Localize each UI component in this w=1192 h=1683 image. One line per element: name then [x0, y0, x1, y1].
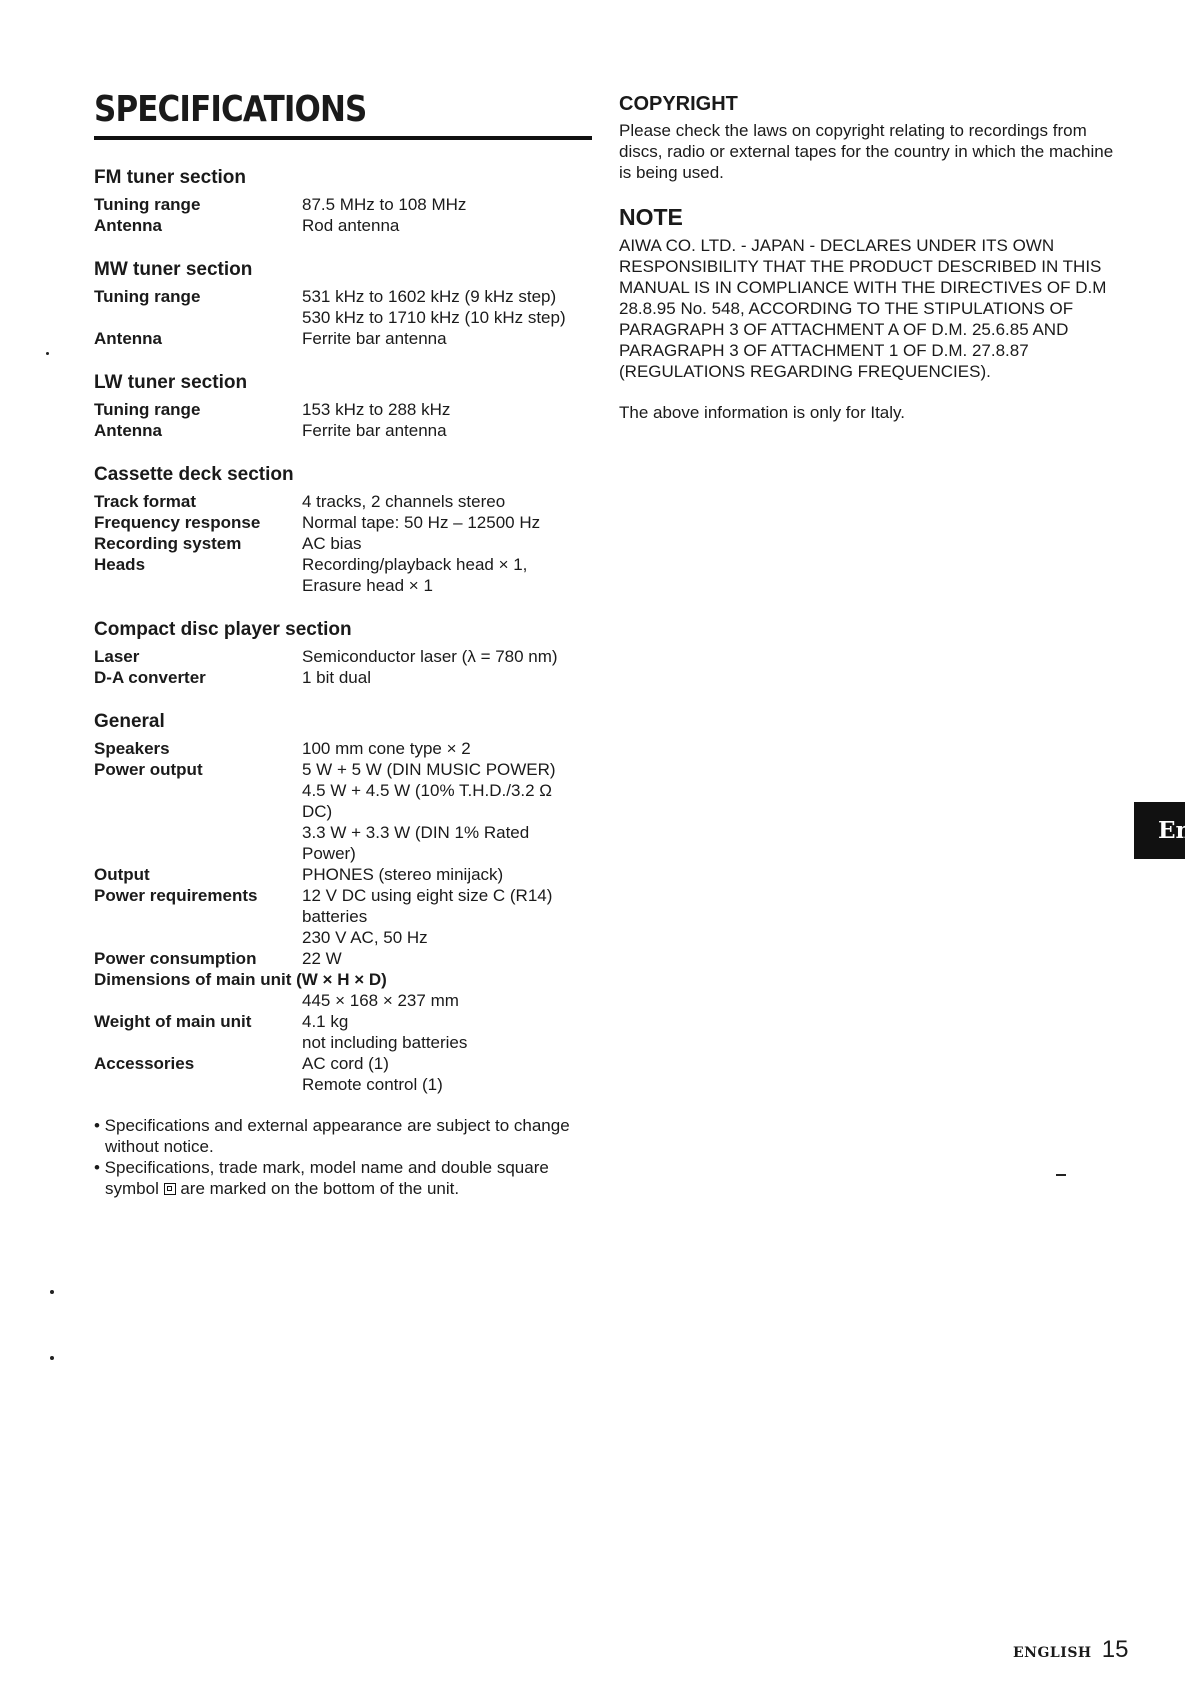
spec-label: Recording system	[94, 534, 242, 553]
spec-value: 445 × 168 × 237 mm	[302, 991, 459, 1010]
section-heading: MW tuner section	[94, 259, 253, 280]
spec-value-lines	[302, 1053, 594, 1095]
note-item	[94, 1157, 594, 1199]
spec-row	[94, 215, 594, 236]
legal-column	[619, 92, 1129, 423]
spec-row	[94, 667, 594, 688]
spec-value: 87.5 MHz to 108 MHz	[302, 195, 467, 214]
note-item: • Specifications and external appearance are subject to change without notice.	[94, 1116, 570, 1156]
spec-value: Rod antenna	[302, 216, 400, 235]
spec-label: Antenna	[94, 329, 162, 348]
specifications-column	[94, 88, 594, 1199]
spec-value-line: Power)	[302, 844, 356, 863]
spec-label: Frequency response	[94, 513, 261, 532]
spec-label: Laser	[94, 647, 140, 666]
spec-value-line: batteries	[302, 907, 368, 926]
spec-value: 153 kHz to 288 kHz	[302, 400, 451, 419]
scan-speck	[46, 352, 49, 355]
spec-value: 1 bit dual	[302, 668, 371, 687]
scan-speck	[50, 1356, 54, 1360]
spec-value: 4 tracks, 2 channels stereo	[302, 492, 506, 511]
spec-label: Power output	[94, 760, 203, 779]
spec-label: D-A converter	[94, 668, 206, 687]
footer-language: ENGLISH	[1013, 1645, 1092, 1661]
spec-value: Semiconductor laser (λ = 780 nm)	[302, 647, 558, 666]
spec-row	[94, 399, 594, 420]
spec-row	[94, 512, 594, 533]
spec-label: Output	[94, 865, 150, 884]
note-heading: NOTE	[619, 204, 683, 230]
spec-value-lines	[302, 759, 594, 864]
section-heading: FM tuner section	[94, 167, 247, 188]
copyright-heading: COPYRIGHT	[619, 93, 738, 115]
spec-value-line: DC)	[302, 802, 333, 821]
spec-value: 100 mm cone type × 2	[302, 739, 471, 758]
spec-label: Tuning range	[94, 195, 201, 214]
spec-row	[94, 491, 594, 512]
spec-label: Tuning range	[94, 287, 201, 306]
note-text: AIWA CO. LTD. - JAPAN - DECLARES UNDER ITS OWN RESPONSIBILITY THAT THE PRODUCT DESCRIBED IN THIS MANUAL IS IN COMPLIANCE WITH THE DIRECTIVES OF D.M 28.8.95 No. 548, ACCORDING TO THE STIPULATIONS OF PARAGRAPH 3 OF ATTACHMENT A OF D.M. 25.6.85 AND PARAGRAPH 3 OF ATTACHMENT 1 OF D.M. 27.8.87 (REGULATIONS REGARDING FREQUENCIES).	[619, 236, 1107, 381]
spec-label: Antenna	[94, 421, 162, 440]
spec-label: Heads	[94, 555, 146, 574]
note-block	[619, 203, 1129, 423]
spec-row	[94, 646, 594, 667]
language-tab	[1134, 802, 1192, 859]
language-tab-label: En	[1158, 817, 1192, 844]
spec-label: Track format	[94, 492, 197, 511]
spec-value-lines	[302, 885, 594, 948]
spec-value: Ferrite bar antenna	[302, 421, 447, 440]
spec-value: Ferrite bar antenna	[302, 329, 447, 348]
italy-note: The above information is only for Italy.	[619, 403, 905, 422]
spec-row	[94, 533, 594, 554]
spec-row	[94, 738, 594, 759]
spec-value-line: 3.3 W + 3.3 W (DIN 1% Rated	[302, 823, 530, 842]
scan-speck	[50, 1290, 54, 1294]
lw-tuner-section	[94, 371, 594, 441]
spec-row	[94, 554, 594, 575]
spec-label: Dimensions of main unit (W × H × D)	[94, 970, 387, 989]
note-text: are marked on the bottom of the unit.	[180, 1179, 460, 1198]
general-section	[94, 710, 594, 1095]
section-heading: General	[94, 711, 165, 732]
spec-label: Tuning range	[94, 400, 201, 419]
spec-row	[94, 885, 594, 948]
notes-list	[94, 1115, 594, 1199]
compact-disc-section	[94, 618, 594, 688]
spec-label: Power requirements	[94, 886, 258, 905]
spec-value: PHONES (stereo minijack)	[302, 865, 504, 884]
spec-label: Antenna	[94, 216, 162, 235]
spec-label: Accessories	[94, 1054, 195, 1073]
mw-tuner-section	[94, 258, 594, 349]
section-heading: Compact disc player section	[94, 619, 352, 640]
scan-speck	[1056, 1174, 1066, 1176]
spec-label: Speakers	[94, 739, 170, 758]
spec-row	[94, 420, 594, 441]
spec-value-line: Remote control (1)	[302, 1075, 443, 1094]
spec-value-continued: Erasure head × 1	[302, 576, 433, 595]
spec-row	[94, 1053, 594, 1095]
spec-label: Weight of main unit	[94, 1012, 252, 1031]
spec-value-line: not including batteries	[302, 1033, 468, 1052]
spec-row	[94, 328, 594, 349]
section-heading: LW tuner section	[94, 372, 248, 393]
spec-row	[94, 1011, 594, 1053]
spec-value: 531 kHz to 1602 kHz (9 kHz step)	[302, 287, 557, 306]
spec-value: AC bias	[302, 534, 362, 553]
copyright-text: Please check the laws on copyright relating to recordings from discs, radio or external tapes for the country in which the machine is being used.	[619, 121, 1114, 182]
spec-value-line: 4.1 kg	[302, 1012, 349, 1031]
spec-row	[94, 969, 594, 990]
note-text: • Specifications, trade mark, model name and double square symbol	[94, 1158, 549, 1198]
cassette-deck-section	[94, 463, 594, 596]
spec-value-line: AC cord (1)	[302, 1054, 389, 1073]
spec-row	[94, 194, 594, 215]
spec-value-line: 230 V AC, 50 Hz	[302, 928, 428, 947]
spec-label: Power consumption	[94, 949, 257, 968]
spec-value-lines	[302, 1011, 594, 1053]
fm-tuner-section	[94, 166, 594, 236]
spec-value-continued: 530 kHz to 1710 kHz (10 kHz step)	[302, 308, 566, 327]
spec-value: Recording/playback head × 1,	[302, 555, 528, 574]
spec-row	[94, 948, 594, 969]
spec-value-line: 5 W + 5 W (DIN MUSIC POWER)	[302, 760, 556, 779]
title-rule	[94, 136, 592, 140]
spec-value: 22 W	[302, 949, 342, 968]
double-square-symbol-icon	[164, 1183, 176, 1195]
spec-row	[94, 864, 594, 885]
spec-row	[94, 286, 594, 307]
page-title: SPECIFICATIONS	[94, 89, 367, 130]
spec-row	[94, 759, 594, 864]
page-number: 15	[1101, 1636, 1129, 1663]
section-heading: Cassette deck section	[94, 464, 294, 485]
spec-value: Normal tape: 50 Hz – 12500 Hz	[302, 513, 541, 532]
spec-value-line: 12 V DC using eight size C (R14)	[302, 886, 553, 905]
page-footer	[1013, 1636, 1128, 1664]
spec-value-line: 4.5 W + 4.5 W (10% T.H.D./3.2 Ω	[302, 781, 553, 800]
